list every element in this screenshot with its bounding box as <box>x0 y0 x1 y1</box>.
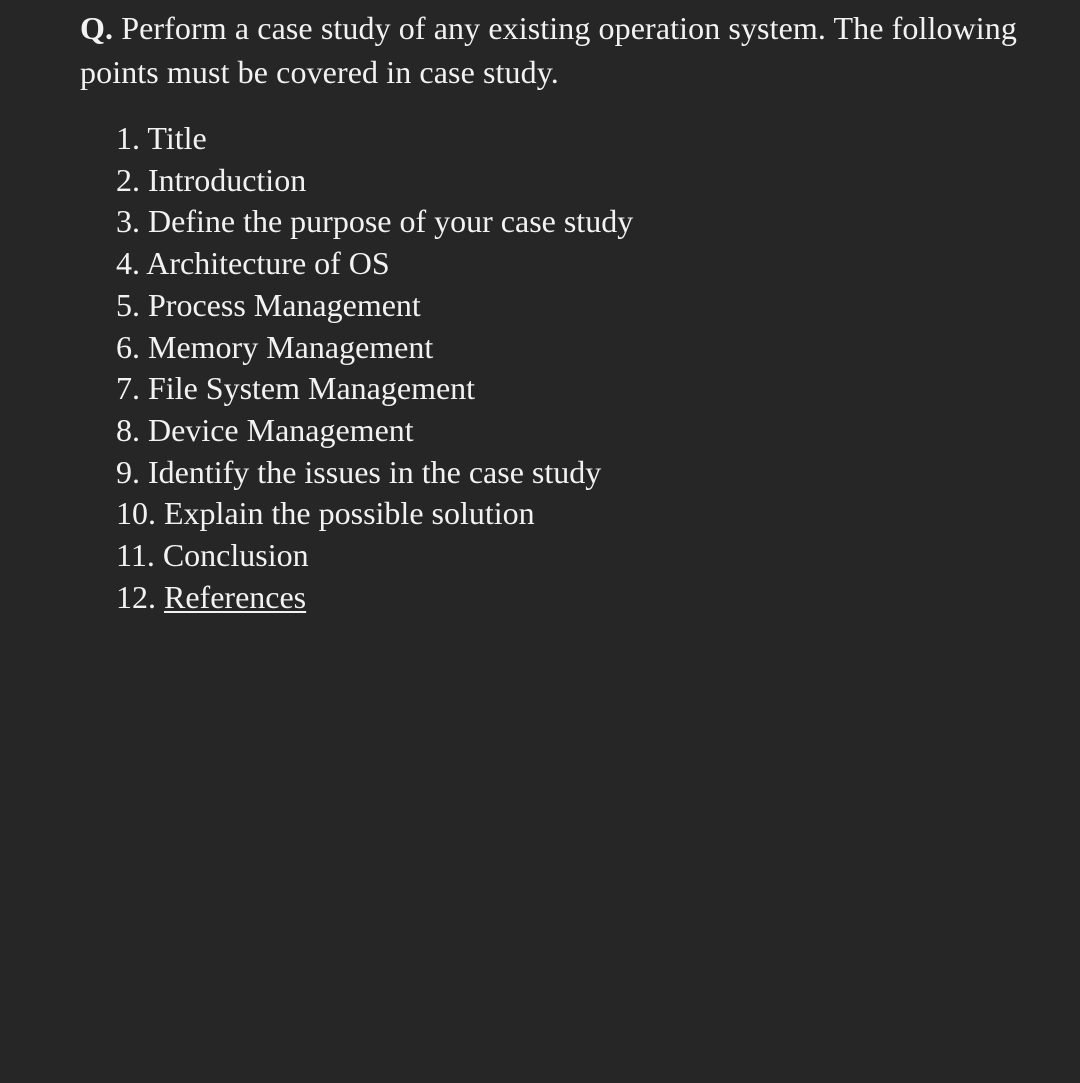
item-number: 9. <box>116 453 140 490</box>
list-item <box>116 285 633 327</box>
list-item <box>116 493 633 535</box>
item-text: File System Management <box>148 370 476 407</box>
item-text: Device Management <box>148 411 414 448</box>
item-number: 6. <box>116 328 140 365</box>
list-item <box>116 577 633 619</box>
item-number: 12. <box>116 578 156 615</box>
item-number: 1. <box>116 120 140 156</box>
item-text: Title <box>147 120 207 156</box>
case-study-points-list <box>116 118 633 618</box>
item-number: 7. <box>116 370 140 407</box>
list-item <box>116 452 633 494</box>
item-number: 2. <box>116 161 140 198</box>
item-number: 3. <box>116 203 140 240</box>
item-text: Identify the issues in the case study <box>148 453 602 490</box>
list-item <box>116 118 633 160</box>
question-label: Q. <box>80 10 114 46</box>
item-text: Conclusion <box>162 537 309 574</box>
references-link[interactable]: References <box>164 578 307 615</box>
item-text: Define the purpose of your case study <box>148 203 634 240</box>
list-item <box>116 410 633 452</box>
item-number: 11. <box>116 537 155 574</box>
item-text: Process Management <box>148 286 421 323</box>
item-text: Explain the possible solution <box>164 495 535 532</box>
item-number: 8. <box>116 411 140 448</box>
question-paragraph <box>80 6 1040 94</box>
item-number: 10. <box>116 495 156 532</box>
list-item <box>116 160 633 202</box>
list-item <box>116 535 633 577</box>
list-item <box>116 368 633 410</box>
item-text: Memory Management <box>148 328 434 365</box>
list-item <box>116 327 633 369</box>
item-text: Architecture of OS <box>146 245 390 282</box>
list-item <box>116 243 633 285</box>
item-number: 5. <box>116 286 140 323</box>
item-number: 4. <box>116 245 140 282</box>
question-text: Perform a case study of any existing operation system. The following points must be covered in case study. <box>80 10 1018 90</box>
item-text: Introduction <box>148 161 307 198</box>
list-item <box>116 201 633 243</box>
